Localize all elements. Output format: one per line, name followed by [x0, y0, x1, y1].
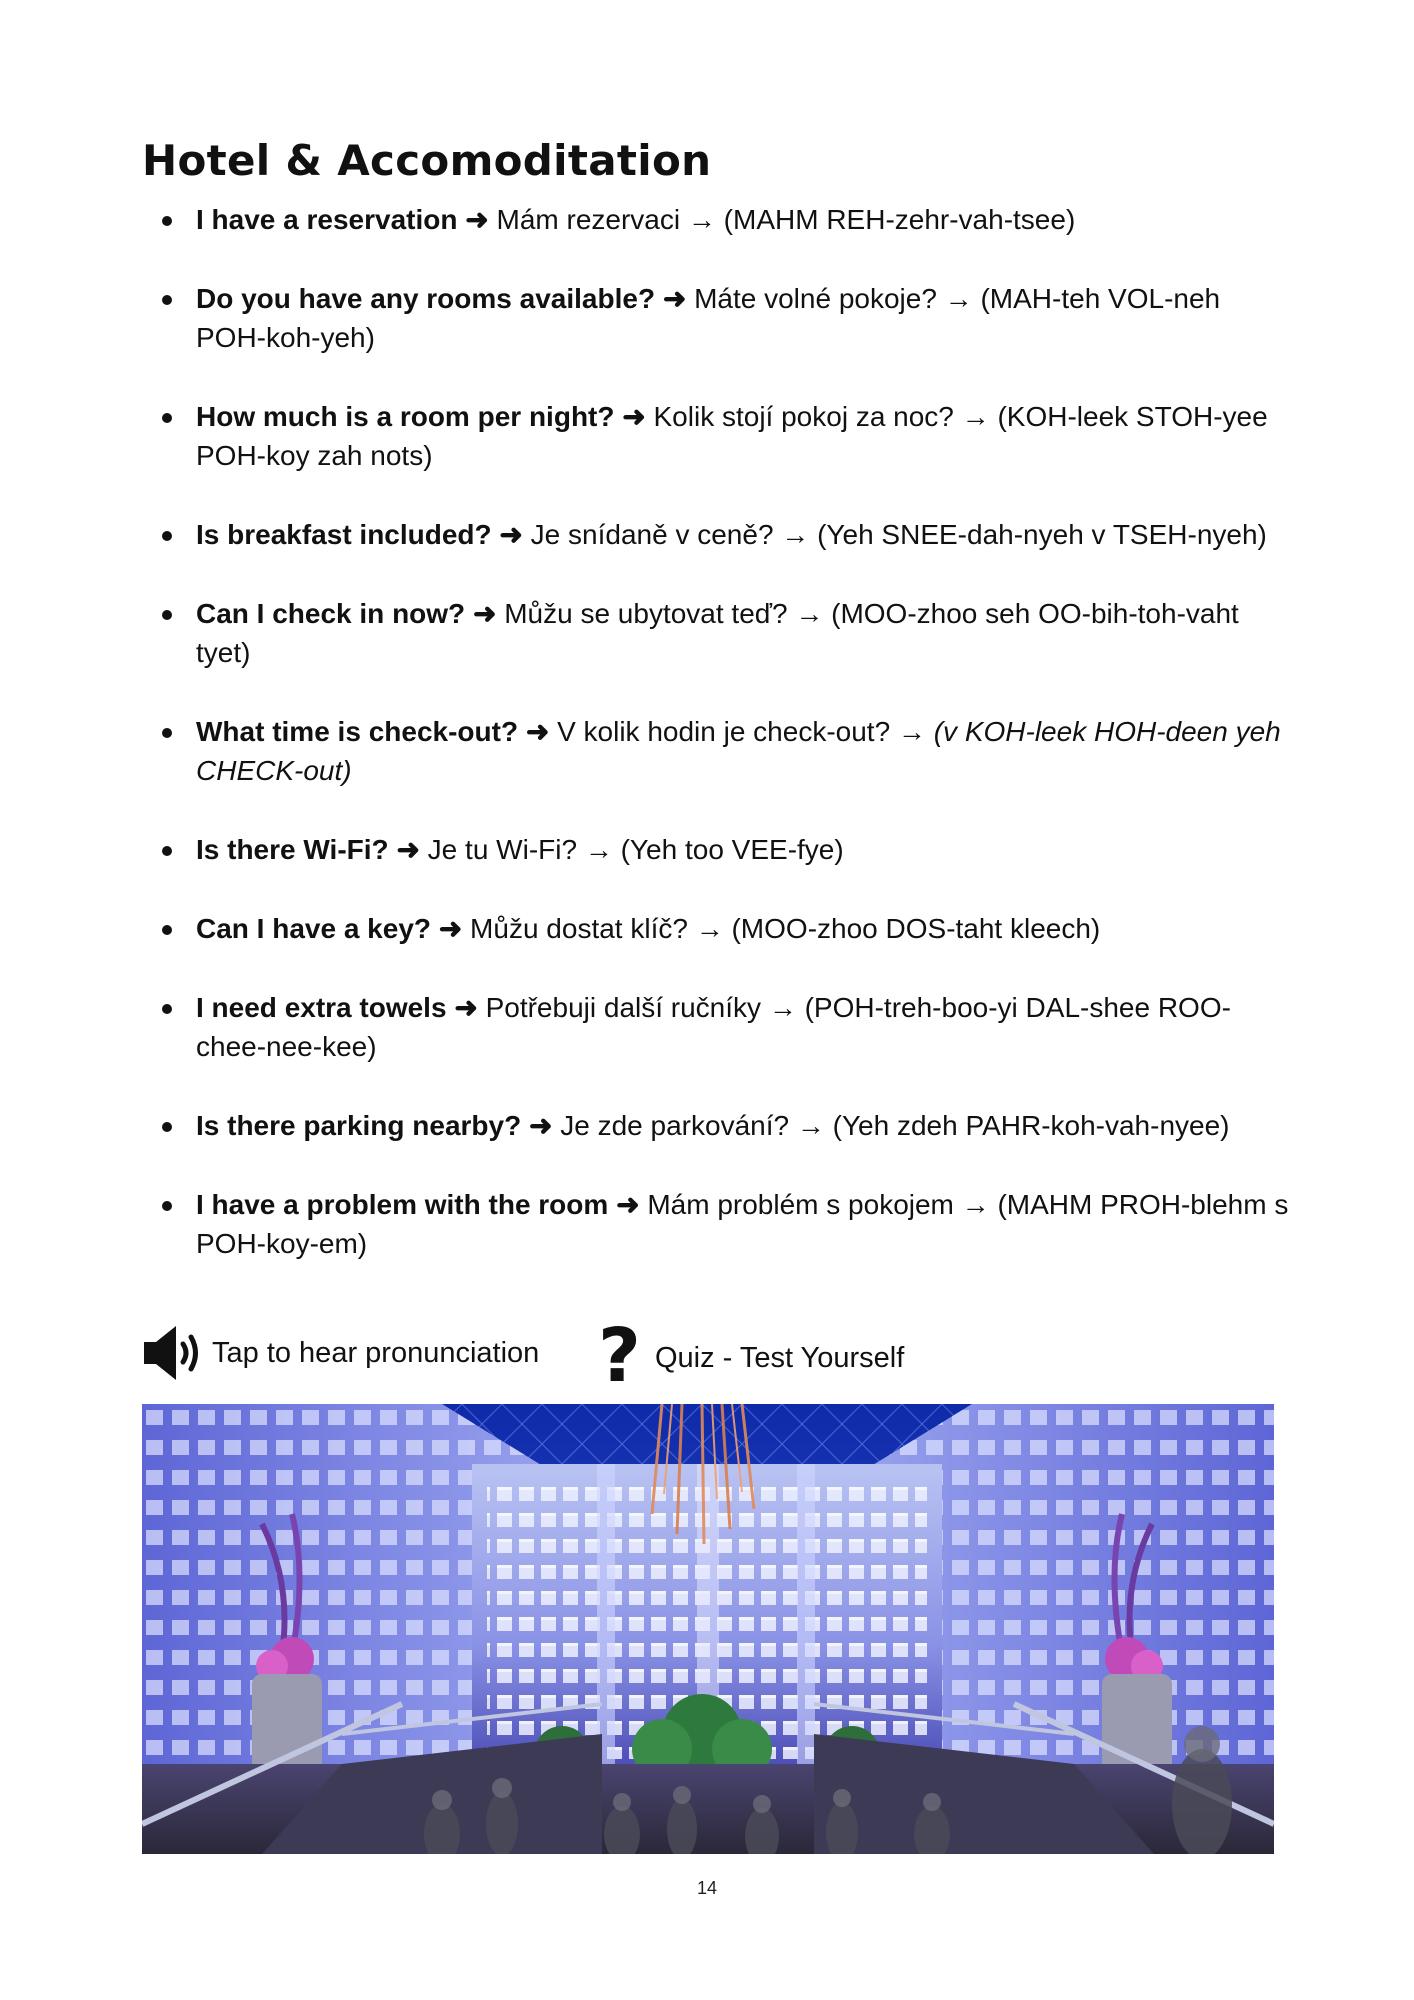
phrase-item [142, 515, 1292, 554]
phrase-english: Can I check in now? [196, 598, 466, 629]
phrase-item [142, 594, 1292, 672]
phrase-item [142, 1106, 1292, 1145]
phrase-english: Do you have any rooms available? [196, 283, 656, 314]
hotel-atrium-photo [142, 1404, 1274, 1854]
phrase-item [142, 397, 1292, 475]
phrase-english: I have a reservation [196, 204, 458, 235]
phrase-list [142, 200, 1292, 1263]
arrow-icon: ➜ [616, 1189, 640, 1220]
phrase-czech: V kolik hodin je check-out? → [549, 716, 934, 747]
phrase-pronunciation: (Yeh SNEE-dah-nyeh v TSEH-nyeh) [817, 519, 1267, 550]
phrase-item [142, 1185, 1292, 1263]
phrase-czech: Je snídaně v ceně? → [522, 519, 818, 550]
phrase-czech: Je zde parkování? → [552, 1110, 833, 1141]
quiz-button[interactable] [598, 1313, 905, 1399]
phrase-english: I have a problem with the room [196, 1189, 609, 1220]
phrase-czech: Mám rezervaci → [488, 204, 724, 235]
arrow-icon: ➜ [525, 716, 550, 747]
phrase-pronunciation: (MOO-zhoo seh OO-bih-toh-vaht tyet) [196, 598, 1239, 668]
arrow-icon: ➜ [396, 834, 420, 865]
page-number: 14 [696, 1878, 718, 1898]
arrow-icon: ➜ [499, 519, 523, 550]
phrase-english: How much is a room per night? [196, 401, 615, 432]
arrow-icon: ➜ [454, 992, 478, 1023]
speaker-icon [142, 1322, 202, 1384]
phrase-pronunciation: (MAHM PROH-blehm s POH-koy-em) [196, 1189, 1289, 1259]
question-mark-icon: ? [598, 1313, 641, 1399]
phrase-czech: Můžu se ubytovat teď? → [496, 598, 832, 629]
phrase-english: I need extra towels [196, 992, 447, 1023]
phrase-english: Is there parking nearby? [196, 1110, 522, 1141]
hotel-atrium-illustration [142, 1404, 1274, 1854]
phrase-pronunciation: (POH-treh-boo-yi DAL-shee ROO-chee-nee-kee) [196, 992, 1231, 1062]
phrase-item [142, 830, 1292, 869]
page-title: Hotel & Accomoditation [142, 136, 712, 185]
phrase-czech: Můžu dostat klíč? → [462, 913, 732, 944]
phrase-item [142, 712, 1292, 790]
phrase-english: What time is check-out? [196, 716, 519, 747]
phrase-item [142, 279, 1292, 357]
phrase-pronunciation: (Yeh zdeh PAHR-koh-vah-nyee) [832, 1110, 1230, 1141]
phrase-pronunciation: (v KOH-leek HOH-deen yeh CHECK-out) [196, 716, 1281, 786]
phrase-pronunciation: (MAHM REH-zehr-vah-tsee) [723, 204, 1076, 235]
phrase-item [142, 988, 1292, 1066]
footer-actions [142, 1313, 1142, 1399]
phrase-czech: Mám problém s pokojem → [639, 1189, 998, 1220]
phrase-czech: Je tu Wi-Fi? → [419, 834, 621, 865]
phrase-english: Is breakfast included? [196, 519, 492, 550]
phrase-pronunciation: (MOO-zhoo DOS-taht kleech) [731, 913, 1101, 944]
phrase-item [142, 200, 1292, 239]
phrase-pronunciation: (MAH-teh VOL-neh POH-koh-yeh) [196, 283, 1221, 353]
arrow-icon: ➜ [438, 913, 463, 944]
phrase-english: Is there Wi-Fi? [196, 834, 389, 865]
arrow-icon: ➜ [662, 283, 687, 314]
arrow-icon: ➜ [472, 598, 497, 629]
pronunciation-audio-button[interactable] [142, 1318, 539, 1388]
phrase-pronunciation: (KOH-leek STOH-yee POH-koy zah nots) [196, 401, 1268, 471]
phrase-czech: Potřebuji další ručníky → [477, 992, 805, 1023]
arrow-icon: ➜ [529, 1110, 553, 1141]
phrase-pronunciation: (Yeh too VEE-fye) [620, 834, 844, 865]
arrow-icon: ➜ [622, 401, 646, 432]
pronunciation-audio-label: Tap to hear pronunciation [212, 1336, 540, 1369]
phrase-czech: Kolik stojí pokoj za noc? → [645, 401, 998, 432]
phrase-item [142, 909, 1292, 948]
quiz-label: Quiz - Test Yourself [654, 1341, 905, 1374]
phrase-czech: Máte volné pokoje? → [686, 283, 981, 314]
arrow-icon: ➜ [465, 204, 489, 235]
phrase-english: Can I have a key? [196, 913, 432, 944]
